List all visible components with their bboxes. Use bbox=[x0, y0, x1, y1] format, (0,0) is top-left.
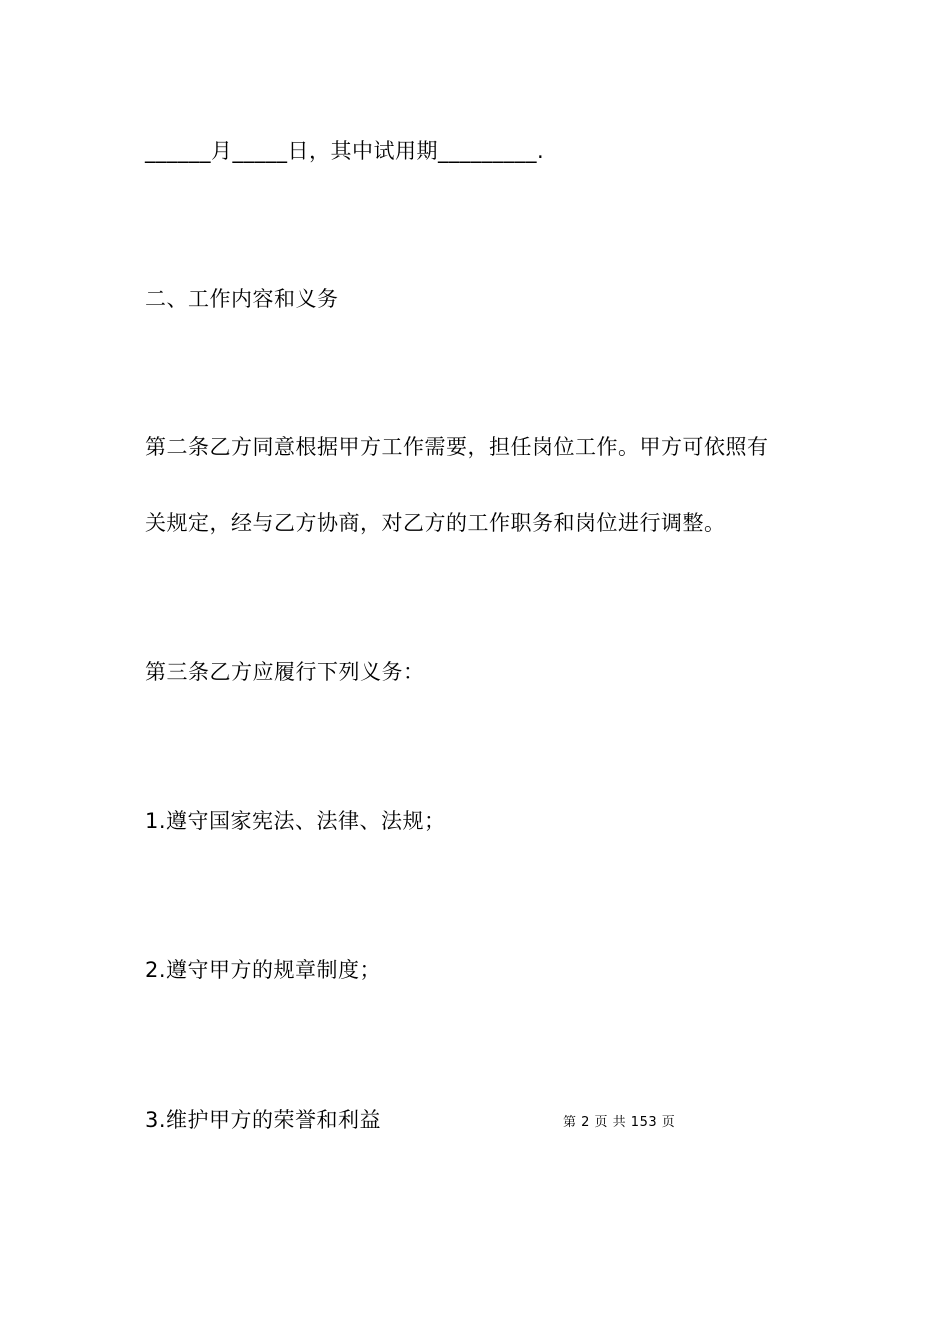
obligation-item-1: 1.遵守国家宪法、法律、法规； bbox=[145, 809, 446, 833]
section-heading-work-content: 二、工作内容和义务 bbox=[145, 287, 339, 311]
article-two-line-2: 关规定，经与乙方协商，对乙方的工作职务和岗位进行调整。 bbox=[145, 511, 726, 535]
obligation-item-2: 2.遵守甲方的规章制度； bbox=[145, 958, 382, 982]
article-two-line-1: 第二条乙方同意根据甲方工作需要，担任岗位工作。甲方可依照有 bbox=[145, 435, 769, 459]
date-and-probation-line: ______月_____日，其中试用期_________. bbox=[145, 139, 545, 163]
article-three-heading: 第三条乙方应履行下列义务： bbox=[145, 660, 425, 684]
obligation-item-3: 3.维护甲方的荣誉和利益 bbox=[145, 1108, 382, 1132]
page-number-footer: 第 2 页 共 153 页 bbox=[563, 1115, 676, 1130]
